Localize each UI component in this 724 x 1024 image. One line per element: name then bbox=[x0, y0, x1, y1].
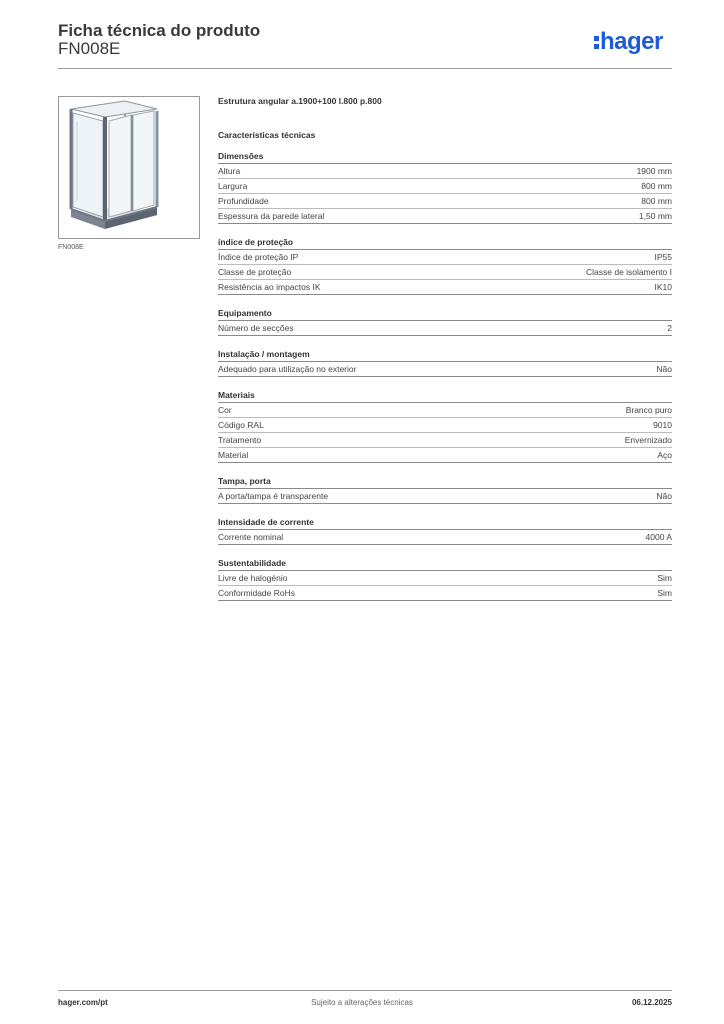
spec-value: IK10 bbox=[654, 282, 672, 292]
spec-label: Conformidade RoHs bbox=[218, 588, 296, 598]
spec-row bbox=[218, 179, 672, 194]
spec-value: 9010 bbox=[653, 420, 672, 430]
spec-section bbox=[218, 476, 672, 504]
spec-value: Sim bbox=[657, 573, 672, 583]
section-title: Materiais bbox=[218, 390, 672, 403]
spec-content bbox=[218, 96, 672, 601]
logo-colon-icon bbox=[594, 34, 599, 50]
spec-value: Branco puro bbox=[625, 405, 672, 415]
hager-logo bbox=[594, 28, 663, 56]
product-code: FN008E bbox=[58, 39, 121, 58]
spec-label: Livre de halogénio bbox=[218, 573, 288, 583]
spec-row bbox=[218, 194, 672, 209]
logo-text: hager bbox=[600, 28, 663, 55]
spec-value: 1900 mm bbox=[636, 166, 672, 176]
section-title: Instalação / montagem bbox=[218, 349, 672, 362]
spec-section bbox=[218, 151, 672, 224]
technical-characteristics-title: Características técnicas bbox=[218, 130, 316, 140]
spec-row bbox=[218, 433, 672, 448]
enclosure-frame-image bbox=[59, 97, 199, 238]
spec-label: Número de secções bbox=[218, 323, 294, 333]
spec-sections bbox=[218, 151, 672, 601]
footer-notice: Sujeito a alterações técnicas bbox=[311, 998, 413, 1007]
image-caption: FN008E bbox=[58, 244, 84, 251]
spec-label: Largura bbox=[218, 181, 248, 191]
spec-label: Altura bbox=[218, 166, 241, 176]
spec-label: Espessura da parede lateral bbox=[218, 211, 325, 221]
page-title: Ficha técnica do produto bbox=[58, 21, 261, 40]
section-title: Dimensões bbox=[218, 151, 672, 164]
section-title: Tampa, porta bbox=[218, 476, 672, 489]
product-description: Estrutura angular a.1900+100 l.800 p.800 bbox=[218, 96, 382, 106]
spec-section bbox=[218, 237, 672, 295]
spec-value: Sim bbox=[657, 588, 672, 598]
footer-website: hager.com/pt bbox=[58, 998, 108, 1007]
spec-label: Tratamento bbox=[218, 435, 262, 445]
spec-row bbox=[218, 403, 672, 418]
spec-section bbox=[218, 517, 672, 545]
spec-value: IP55 bbox=[654, 252, 672, 262]
spec-row bbox=[218, 209, 672, 224]
spec-label: Índice de proteção IP bbox=[218, 252, 299, 262]
product-image bbox=[58, 96, 200, 239]
spec-value: Classe de isolamento I bbox=[586, 267, 672, 277]
spec-row bbox=[218, 321, 672, 336]
spec-label: A porta/tampa é transparente bbox=[218, 491, 329, 501]
spec-row bbox=[218, 418, 672, 433]
spec-section bbox=[218, 558, 672, 601]
spec-value: Envernizado bbox=[624, 435, 672, 445]
spec-row bbox=[218, 265, 672, 280]
spec-label: Classe de proteção bbox=[218, 267, 292, 277]
spec-value: 4000 A bbox=[645, 532, 672, 542]
spec-row bbox=[218, 250, 672, 265]
spec-value: 800 mm bbox=[641, 196, 672, 206]
footer-date: 06.12.2025 bbox=[631, 998, 672, 1007]
spec-row bbox=[218, 571, 672, 586]
section-title: Equipamento bbox=[218, 308, 672, 321]
spec-section bbox=[218, 308, 672, 336]
spec-label: Código RAL bbox=[218, 420, 264, 430]
spec-label: Resistência ao impactos IK bbox=[218, 282, 321, 292]
spec-label: Corrente nominal bbox=[218, 532, 284, 542]
section-title: Intensidade de corrente bbox=[218, 517, 672, 530]
spec-row bbox=[218, 489, 672, 504]
spec-value: Aço bbox=[657, 450, 672, 460]
spec-value: 2 bbox=[667, 323, 672, 333]
spec-row bbox=[218, 164, 672, 179]
spec-label: Cor bbox=[218, 405, 232, 415]
spec-section bbox=[218, 390, 672, 463]
section-title: Sustentabilidade bbox=[218, 558, 672, 571]
spec-label: Material bbox=[218, 450, 249, 460]
section-title: índice de proteção bbox=[218, 237, 672, 250]
spec-row bbox=[218, 280, 672, 295]
footer-divider bbox=[58, 990, 672, 991]
spec-section bbox=[218, 349, 672, 377]
spec-value: Não bbox=[656, 364, 672, 374]
spec-value: 1,50 mm bbox=[638, 211, 672, 221]
spec-row bbox=[218, 448, 672, 463]
spec-value: 800 mm bbox=[641, 181, 672, 191]
spec-label: Profundidade bbox=[218, 196, 269, 206]
spec-label: Adequado para utilização no exterior bbox=[218, 364, 357, 374]
spec-value: Não bbox=[656, 491, 672, 501]
spec-row bbox=[218, 530, 672, 545]
header-divider bbox=[58, 68, 672, 69]
spec-row bbox=[218, 586, 672, 601]
spec-row bbox=[218, 362, 672, 377]
